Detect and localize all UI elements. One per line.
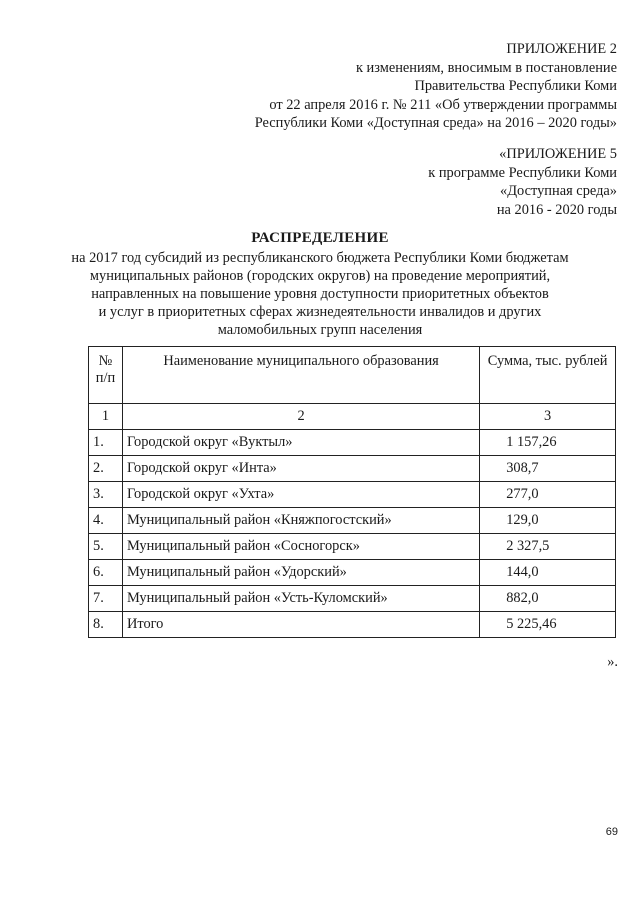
column-index: 2	[122, 404, 479, 430]
row-name: Муниципальный район «Сосногорск»	[122, 534, 479, 560]
row-name: Муниципальный район «Удорский»	[122, 560, 479, 586]
subtitle-line: маломобильных групп населения	[217, 322, 423, 338]
appendix-2-line: Республики Коми «Доступная среда» на 2016 – 2020 годы»	[254, 115, 617, 131]
row-name: Муниципальный район «Княжпогостский»	[122, 508, 479, 534]
row-sum: 277,0	[480, 482, 616, 508]
row-sum: 308,7	[480, 456, 616, 482]
table-row	[89, 456, 616, 482]
table-total-row	[89, 612, 616, 638]
row-sum: 1 157,26	[480, 430, 616, 456]
column-index: 1	[89, 404, 123, 430]
appendix-5-header	[428, 145, 617, 219]
appendix-5-line: на 2016 - 2020 годы	[496, 201, 617, 218]
header-number: № п/п	[89, 347, 123, 404]
row-number: 1.	[89, 430, 123, 456]
row-name: Итого	[122, 612, 479, 638]
row-number: 6.	[89, 560, 123, 586]
row-number: 3.	[89, 482, 123, 508]
page-number: 69	[605, 826, 618, 838]
header-sum: Сумма, тыс. рублей	[480, 347, 616, 404]
row-name: Городской округ «Ухта»	[122, 482, 479, 508]
table-row	[89, 560, 616, 586]
subtitle-line: на 2017 год субсидий из республиканского бюджета Республики Коми бюджетам	[71, 250, 569, 266]
document-title: РАСПРЕДЕЛЕНИЕ	[251, 230, 389, 246]
row-number: 8.	[89, 612, 123, 638]
table-row	[89, 534, 616, 560]
appendix-5-line: «Доступная среда»	[500, 183, 617, 199]
appendix-2-header	[255, 40, 617, 133]
table-header-row	[89, 347, 616, 404]
distribution-table	[88, 346, 616, 638]
appendix-2-line: от 22 апреля 2016 г. № 211 «Об утверждении программы	[269, 96, 617, 113]
appendix-5-line: «ПРИЛОЖЕНИЕ 5	[499, 146, 617, 162]
column-index: 3	[480, 404, 616, 430]
subtitle-line: и услуг в приоритетных сферах жизнедеятельности инвалидов и других	[98, 304, 542, 320]
appendix-2-line: ПРИЛОЖЕНИЕ 2	[506, 41, 617, 57]
appendix-5-line: к программе Республики Коми	[428, 164, 617, 181]
row-number: 5.	[89, 534, 123, 560]
table-row	[89, 586, 616, 612]
table-row	[89, 430, 616, 456]
header-name: Наименование муниципального образования	[122, 347, 479, 404]
appendix-2-line: к изменениям, вносимым в постановление	[355, 59, 617, 76]
appendix-2-line: Правительства Республики Коми	[414, 78, 617, 94]
row-name: Городской округ «Инта»	[122, 456, 479, 482]
row-sum: 144,0	[480, 560, 616, 586]
row-sum: 2 327,5	[480, 534, 616, 560]
subtitle-line: направленных на повышение уровня доступности приоритетных объектов	[91, 286, 549, 302]
row-sum: 129,0	[480, 508, 616, 534]
column-index-row	[89, 404, 616, 430]
row-sum: 5 225,46	[480, 612, 616, 638]
table-row	[89, 508, 616, 534]
row-number: 7.	[89, 586, 123, 612]
closing-quote-mark: ».	[607, 654, 618, 670]
row-name: Муниципальный район «Усть-Куломский»	[122, 586, 479, 612]
row-number: 4.	[89, 508, 123, 534]
row-number: 2.	[89, 456, 123, 482]
row-sum: 882,0	[480, 586, 616, 612]
subtitle-line: муниципальных районов (городских округов) на проведение мероприятий,	[89, 268, 551, 284]
row-name: Городской округ «Вуктыл»	[122, 430, 479, 456]
document-subtitle	[60, 249, 580, 339]
table-row	[89, 482, 616, 508]
